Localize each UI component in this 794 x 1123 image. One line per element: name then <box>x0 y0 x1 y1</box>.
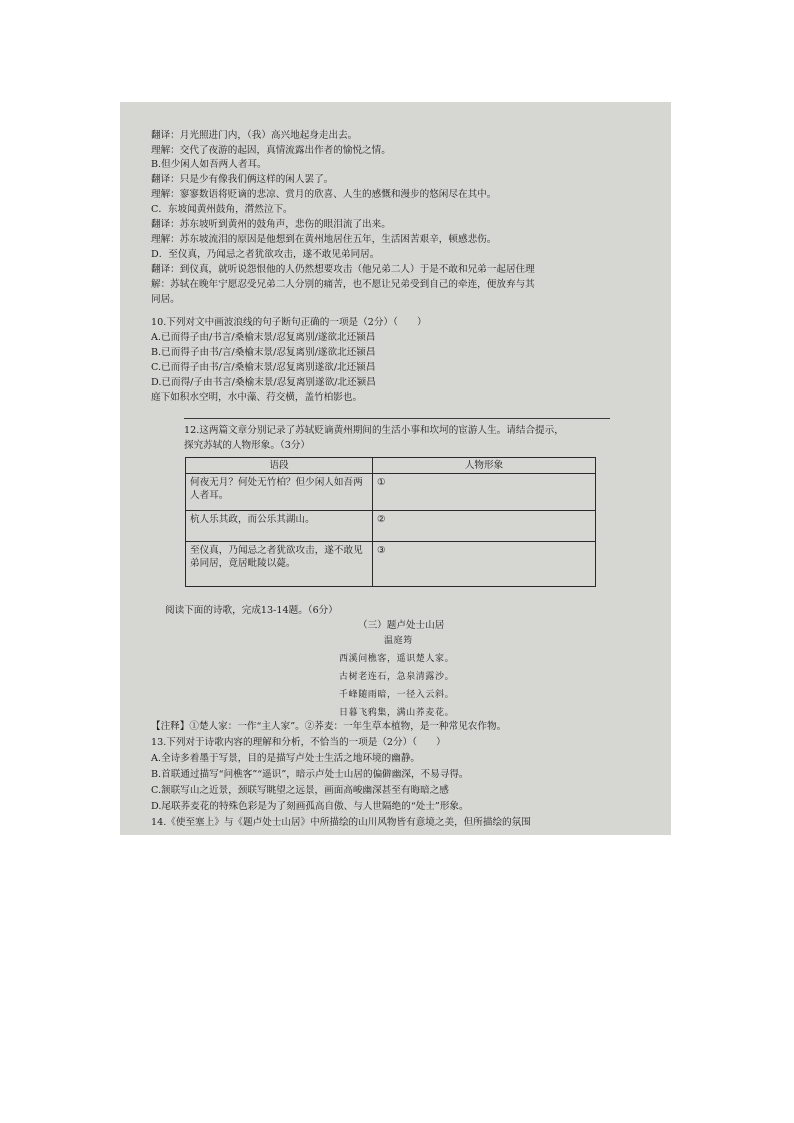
question-13-option-c: C.颔联写山之近景，颈联写眺望之远景，画面高峻幽深甚至有晦暗之感 <box>151 785 449 796</box>
understanding-line: 理解：苏东坡流泪的原因是他想到在黄州地居住五年，生活困苦艰辛，顿感悲伤。 <box>151 234 497 245</box>
understanding-line: 解：苏轼在晚年宁愿忍受兄弟二人分别的痛苦，也不愿让兄弟受到自己的牵连，便放弃与其 <box>151 279 535 290</box>
question-14-stem: 14.《使至塞上》与《题卢处士山居》中所描绘的山川风物皆有意境之美，但所描绘的氛围 <box>151 817 531 828</box>
passage-cell: 至仪真，乃闻忌之者犹欲攻击，遂不敢见弟同居，竟居毗陵以薨。 <box>186 542 373 587</box>
answer-cell[interactable]: ③ <box>373 542 596 587</box>
answer-cell[interactable]: ② <box>373 511 596 542</box>
question-10-option-b: B.已而得子由书/言/桑榆末景/忍复离别/遂欲北还颍昌 <box>151 347 376 358</box>
question-13-stem: 13.下列对于诗歌内容的理解和分析，不恰当的一项是（2分）（ ） <box>151 737 446 748</box>
translation-line: 翻译：到仪真，就听说怨恨他的人仍然想要攻击（他兄弟二人）于是不敢和兄弟一起居住理 <box>151 264 535 275</box>
translation-line: 翻译：月光照进门内，（我）高兴地起身走出去。 <box>151 130 358 141</box>
question-13-option-b: B.首联通过描写“问樵客”“遥识”，暗示卢处士山居的偏僻幽深，不易寻得。 <box>151 769 469 780</box>
passage-cell: 杭人乐其政，而公乐其湖山。 <box>186 511 373 542</box>
question-13-option-a: A.全诗多着墨于写景，目的是描写卢处士生活之地环境的幽静。 <box>151 753 421 764</box>
option-b-sentence: B.但少闲人如吾两人者耳。 <box>151 159 267 170</box>
translation-line: 翻译：只是少有像我们俩这样的闲人罢了。 <box>151 174 334 185</box>
question-12-table <box>185 457 596 587</box>
poem-line: 西溪问樵客，遥识楚人家。 <box>339 654 455 664</box>
option-d-sentence: D．至仪真，乃闻忌之者犹欲攻击，遂不敢见弟同居。 <box>151 249 380 260</box>
table-row <box>186 511 596 542</box>
scanned-exam-page <box>120 102 671 835</box>
reading-intro: 阅读下面的诗歌，完成13-14题。（6分） <box>165 605 338 616</box>
poem-title: （三）题卢处士山居 <box>358 620 445 631</box>
table-row <box>186 542 596 587</box>
poem-annotation: 【注释】①楚人家：一作“主人家”。②荞麦：一年生草本植物，是一种常见农作物。 <box>151 721 507 732</box>
answer-cell[interactable]: ① <box>373 474 596 511</box>
understanding-line: 理解：交代了夜游的起因，真情流露出作者的愉悦之情。 <box>151 145 391 156</box>
table-header-passage: 语段 <box>186 458 373 474</box>
poem-line: 日暮飞鸦集，满山荞麦花。 <box>339 708 455 718</box>
passage-cell: 何夜无月？何处无竹柏？但少闲人如吾两人者耳。 <box>186 474 373 511</box>
table-header-character-image: 人物形象 <box>373 458 596 474</box>
table-row <box>186 474 596 511</box>
question-10-stem: 10.下列对文中画波浪线的句子断句正确的一项是（2分）（ ） <box>151 317 427 328</box>
translation-line: 翻译：苏东坡听到黄州的鼓角声，悲伤的眼泪流了出来。 <box>151 219 391 230</box>
question-10-option-d: D.已而得/子由书言/桑榆末景/忍复离别遂欲/北还颍昌 <box>151 377 376 388</box>
question-13-option-d: D.尾联荞麦花的特殊色彩是为了刻画孤高自傲、与人世隔绝的“处士”形象。 <box>151 801 469 812</box>
question-10-option-a: A.已而得子由/书言/桑榆末景/忍复离别/遂欲北还颍昌 <box>151 332 376 343</box>
question-12-stem: 12.这两篇文章分别记录了苏轼贬谪黄州期间的生活小事和坎坷的宦游人生。请结合提示， <box>184 425 564 436</box>
poem-author: 温庭筠 <box>384 636 413 646</box>
poem-line: 古树老连石，急泉清露沙。 <box>339 672 455 682</box>
understanding-line: 理解：寥寥数语将贬谪的悲凉、赏月的欣喜、人生的感慨和漫步的悠闲尽在其中。 <box>151 189 497 200</box>
option-c-sentence: C．东坡闻黄州鼓角，潸然泣下。 <box>151 204 293 215</box>
question-10-option-c: C.已而得子由书/言/桑榆末景/忍复离别遂欲/北还颍昌 <box>151 362 376 373</box>
question-12-stem: 探究苏轼的人物形象。（3分） <box>184 440 311 451</box>
poem-line: 千峰随雨暗，一径入云斜。 <box>339 690 455 700</box>
quoted-sentence: 庭下如积水空明，水中藻、荇交横，盖竹柏影也。 <box>151 392 363 403</box>
understanding-line: 同居。 <box>151 294 180 305</box>
divider-line <box>184 418 610 419</box>
